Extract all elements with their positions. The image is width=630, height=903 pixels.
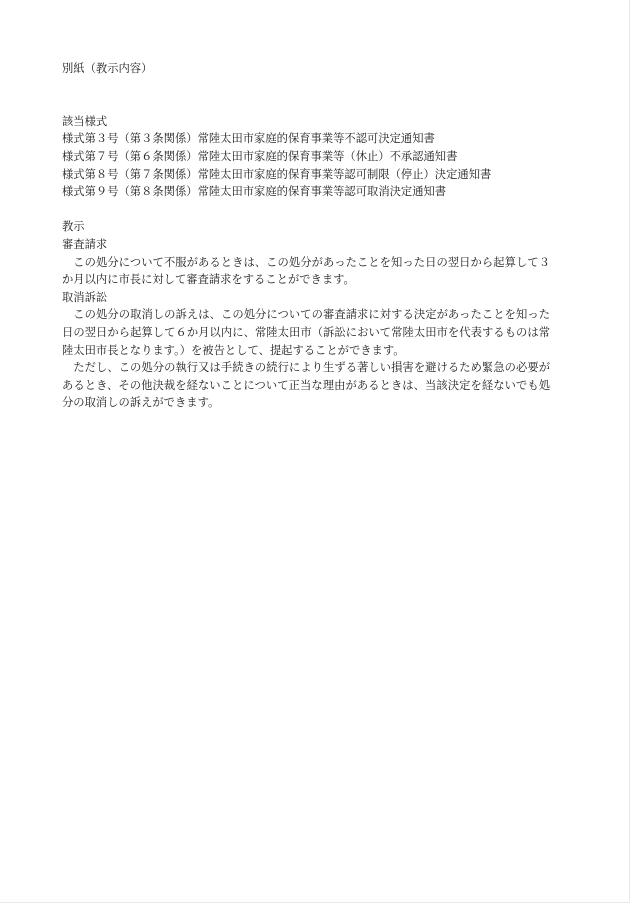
- instruction-heading: 教示: [62, 220, 85, 234]
- spacer: [62, 95, 550, 113]
- spacer: [62, 78, 550, 96]
- form-item: 様式第３号（第３条関係）常陸太田市家庭的保育事業等不認可決定通知書: [62, 132, 435, 146]
- document-content: [62, 60, 550, 412]
- revocation-suit-heading: 取消訴訟: [62, 290, 108, 304]
- review-request-text: この処分について不服があるときは、この処分があったことを知った日の翌日から起算して３か月以内に市長に対して審査請求をすることができます。: [62, 255, 550, 287]
- revocation-suit-proviso: ただし、この処分の執行又は手続きの続行により生ずる著しい損害を避けるため緊急の必要があるとき、その他決裁を経ないことについて正当な理由があるときは、当該決定を経ないでも処分の取消しの訴えができます。: [62, 361, 550, 410]
- revocation-suit-paragraph: この処分の取消しの訴えは、この処分についての審査請求に対する決定があったことを知った日の翌日から起算して６か月以内に、常陸太田市（訴訟において常陸太田市を代表するものは常陸太田市長となります。）を被告として、提起することができます。: [62, 308, 550, 357]
- spacer: [62, 201, 550, 219]
- review-request-heading: 審査請求: [62, 237, 108, 251]
- form-item: 様式第９号（第８条関係）常陸太田市家庭的保育事業等認可取消決定通知書: [62, 185, 447, 199]
- applicable-forms-heading: 該当様式: [62, 114, 108, 128]
- form-item: 様式第７号（第６条関係）常陸太田市家庭的保育事業等（休止）不承認通知書: [62, 149, 458, 163]
- form-item: 様式第８号（第７条関係）常陸太田市家庭的保育事業等認可制限（停止）決定通知書: [62, 167, 492, 181]
- attachment-title: 別紙（教示内容）: [62, 62, 153, 75]
